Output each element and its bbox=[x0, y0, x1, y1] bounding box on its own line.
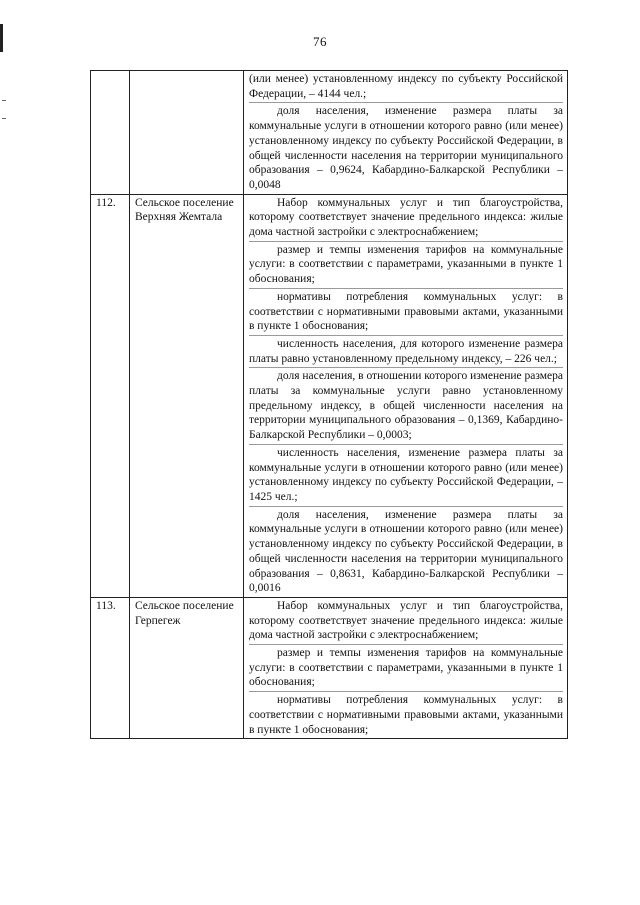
description-paragraph: нормативы потребления коммунальных услуг: в соответствии с нормативными правовыми актами, указанными в пункте 1 обоснования; bbox=[249, 694, 563, 736]
table-row bbox=[91, 194, 568, 597]
row-description bbox=[244, 71, 568, 195]
description-paragraph: размер и темпы изменения тарифов на коммунальные услуги: в соответствии с параметрами, указанными в пункте 1 обоснования; bbox=[249, 243, 563, 289]
row-description bbox=[244, 597, 568, 738]
table-row bbox=[91, 71, 568, 195]
document-table bbox=[90, 70, 568, 739]
table-row bbox=[91, 597, 568, 738]
page-number: 76 bbox=[313, 34, 327, 49]
settlement-name: Сельское поселение Герпегеж bbox=[130, 597, 244, 738]
scan-edge-tick bbox=[2, 118, 6, 119]
description-paragraph: нормативы потребления коммунальных услуг: в соответствии с нормативными правовыми актами, указанными в пункте 1 обоснования; bbox=[249, 290, 563, 336]
description-paragraph: доля населения, в отношении которого изменение размера платы за коммунальные услуги равно установленному предельному индексу, в общей численности населения на территории муниципального образования – 0,1369, Кабардино-Балкарской Республики – 0,0003; bbox=[249, 369, 563, 445]
settlement-name bbox=[130, 71, 244, 195]
description-paragraph: доля населения, изменение размера платы за коммунальные услуги в отношении которого равно (или менее) установленному индексу по субъекту Российской Федерации, в общей численности населения на территории муниципального образования – 0,8631, Кабардино-Балкарской Республики – 0,0016 bbox=[249, 508, 563, 595]
description-paragraph: Набор коммунальных услуг и тип благоустройства, которому соответствует значение предельного индекса: жилые дома частной застройки с электроснабжением; bbox=[249, 196, 563, 242]
description-paragraph: Набор коммунальных услуг и тип благоустройства, которому соответствует значение предельного индекса: жилые дома частной застройки с электроснабжением; bbox=[249, 599, 563, 645]
description-paragraph: численность населения, изменение размера платы за коммунальные услуги в отношении которого равно (или менее) установленному индексу по субъекту Российской Федерации, – 1425 чел.; bbox=[249, 446, 563, 507]
description-paragraph: размер и темпы изменения тарифов на коммунальные услуги: в соответствии с параметрами, указанными в пункте 1 обоснования; bbox=[249, 646, 563, 692]
row-description bbox=[244, 194, 568, 597]
settlement-name: Сельское поселение Верхняя Жемтала bbox=[130, 194, 244, 597]
row-number bbox=[91, 71, 130, 195]
row-number: 113. bbox=[91, 597, 130, 738]
row-number: 112. bbox=[91, 194, 130, 597]
scan-edge-tick bbox=[2, 100, 6, 101]
description-paragraph: численность населения, для которого изменение размера платы равно установленному предельному индексу, – 226 чел.; bbox=[249, 337, 563, 368]
description-paragraph: (или менее) установленному индексу по субъекту Российской Федерации, – 4144 чел.; bbox=[249, 72, 563, 103]
scan-edge-mark bbox=[0, 24, 3, 52]
description-paragraph: доля населения, изменение размера платы за коммунальные услуги в отношении которого равно (или менее) установленному индексу по субъекту Российской Федерации, в общей численности населения на территории муниципального образования – 0,9624, Кабардино-Балкарской Республики – 0,0048 bbox=[249, 105, 563, 191]
